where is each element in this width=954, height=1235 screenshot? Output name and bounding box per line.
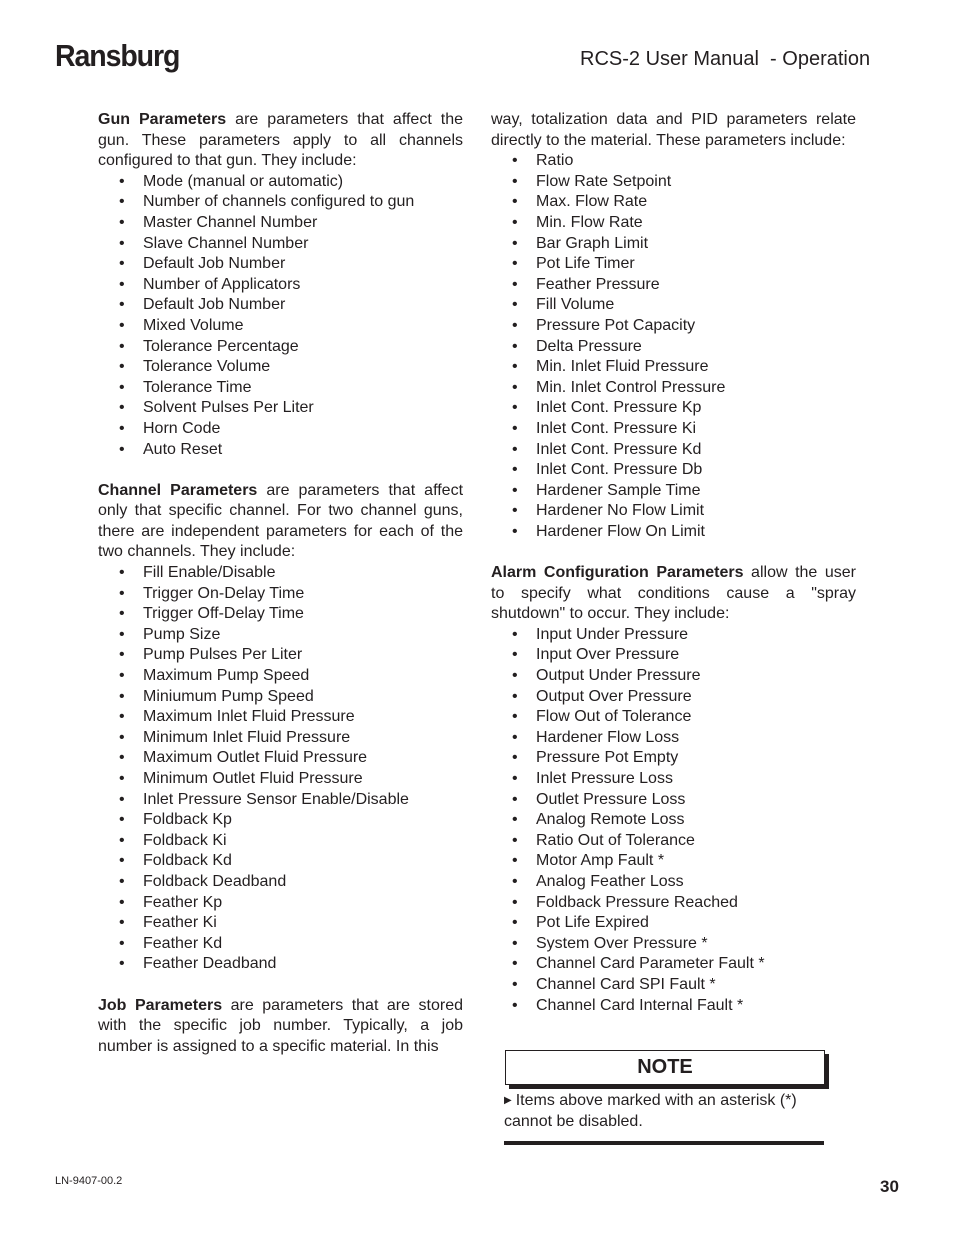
list-item: • Ratio: [491, 151, 856, 172]
alarm-parameters-text: allow the user to specify what conditions cause a "spray shutdown" to occur. They include:: [491, 564, 856, 623]
list-item: • Fill Volume: [491, 295, 856, 316]
channel-parameters-intro: [98, 481, 463, 563]
list-item: • Delta Pressure: [491, 337, 856, 358]
list-item: • Min. Inlet Fluid Pressure: [491, 357, 856, 378]
list-item: • Fill Enable/Disable: [98, 563, 463, 584]
list-item: • Miniumum Pump Speed: [98, 687, 463, 708]
list-item: • Flow Rate Setpoint: [491, 172, 856, 193]
list-item: • Tolerance Volume: [98, 357, 463, 378]
list-item: • Maximum Inlet Fluid Pressure: [98, 707, 463, 728]
list-item: • Channel Card Internal Fault *: [491, 996, 856, 1017]
list-item: • Outlet Pressure Loss: [491, 790, 856, 811]
list-item: • Inlet Pressure Sensor Enable/Disable: [98, 790, 463, 811]
list-item: • Pot Life Timer: [491, 254, 856, 275]
list-item: • Inlet Cont. Pressure Db: [491, 460, 856, 481]
job-parameters-intro: [98, 996, 463, 1058]
list-item: • Mixed Volume: [98, 316, 463, 337]
list-item: • Trigger Off-Delay Time: [98, 604, 463, 625]
list-item: • Min. Flow Rate: [491, 213, 856, 234]
gun-parameters-text: are parameters that affect the gun. These parameters apply to all channels configured to that gun. They include:: [98, 111, 464, 170]
list-item: • Foldback Ki: [98, 831, 463, 852]
list-item: • Ratio Out of Tolerance: [491, 831, 856, 852]
document-number: LN-9407-00.2: [55, 1175, 123, 1187]
list-item: • Pot Life Expired: [491, 913, 856, 934]
note-title-box: NOTE: [505, 1050, 825, 1085]
list-item: • Min. Inlet Control Pressure: [491, 378, 856, 399]
list-item: • Solvent Pulses Per Liter: [98, 398, 463, 419]
list-item: • Bar Graph Limit: [491, 234, 856, 255]
left-column: [98, 110, 463, 1057]
list-item: • Pressure Pot Empty: [491, 748, 856, 769]
list-item: • Motor Amp Fault *: [491, 851, 856, 872]
page-number: 30: [880, 1177, 899, 1196]
channel-parameters-text: are parameters that affect only that specific channel. For two channel guns, there are independent parameters for each of the two channels. They include:: [98, 481, 464, 561]
note-text: Items above marked with an asterisk (*) cannot be disabled.: [504, 1092, 797, 1130]
list-item: • Default Job Number: [98, 254, 463, 275]
list-item: • Slave Channel Number: [98, 234, 463, 255]
channel-parameters-list: [98, 563, 463, 975]
list-item: • Hardener Flow On Limit: [491, 522, 856, 543]
alarm-parameters-list: [491, 625, 856, 1016]
list-item: • Number of channels configured to gun: [98, 192, 463, 213]
list-item: • Feather Ki: [98, 913, 463, 934]
page-header-title: RCS-2 User Manual - Operation: [580, 48, 871, 70]
list-item: • Input Over Pressure: [491, 645, 856, 666]
list-item: • Maximum Outlet Fluid Pressure: [98, 748, 463, 769]
list-item: • Analog Remote Loss: [491, 810, 856, 831]
list-item: • Minimum Outlet Fluid Pressure: [98, 769, 463, 790]
job-parameters-heading: Job Parameters: [98, 996, 223, 1014]
list-item: • Feather Kd: [98, 934, 463, 955]
list-item: • Pump Pulses Per Liter: [98, 645, 463, 666]
list-item: • Default Job Number: [98, 295, 463, 316]
list-item: • Minimum Inlet Fluid Pressure: [98, 728, 463, 749]
list-item: • Tolerance Time: [98, 378, 463, 399]
list-item: • Max. Flow Rate: [491, 192, 856, 213]
list-item: • Hardener Flow Loss: [491, 728, 856, 749]
list-item: • Feather Kp: [98, 893, 463, 914]
job-parameters-continued: way, totalization data and PID parameters relate directly to the material. These parameters include:: [491, 111, 856, 149]
list-item: • Foldback Deadband: [98, 872, 463, 893]
gun-parameters-list: [98, 172, 463, 460]
list-item: • Foldback Kd: [98, 851, 463, 872]
note-body: [504, 1091, 834, 1132]
channel-parameters-heading: Channel Parameters: [98, 481, 258, 499]
list-item: • Foldback Kp: [98, 810, 463, 831]
gun-parameters-intro: [98, 110, 463, 172]
list-item: • Feather Pressure: [491, 275, 856, 296]
list-item: • Channel Card SPI Fault *: [491, 975, 856, 996]
list-item: • Horn Code: [98, 419, 463, 440]
list-item: • Input Under Pressure: [491, 625, 856, 646]
list-item: • Auto Reset: [98, 440, 463, 461]
list-item: • Channel Card Parameter Fault *: [491, 954, 856, 975]
list-item: • Analog Feather Loss: [491, 872, 856, 893]
list-item: • System Over Pressure *: [491, 934, 856, 955]
list-item: • Feather Deadband: [98, 954, 463, 975]
job-parameters-list: [491, 151, 856, 542]
alarm-parameters-heading: Alarm Configuration Parameters: [491, 564, 744, 582]
gun-parameters-heading: Gun Parameters: [98, 111, 227, 128]
list-item: • Number of Applicators: [98, 275, 463, 296]
list-item: • Maximum Pump Speed: [98, 666, 463, 687]
list-item: • Inlet Pressure Loss: [491, 769, 856, 790]
alarm-parameters-intro: [491, 563, 856, 625]
list-item: • Inlet Cont. Pressure Kd: [491, 440, 856, 461]
list-item: • Tolerance Percentage: [98, 337, 463, 358]
right-column: [491, 110, 856, 1016]
list-item: • Foldback Pressure Reached: [491, 893, 856, 914]
list-item: • Output Under Pressure: [491, 666, 856, 687]
list-item: • Pump Size: [98, 625, 463, 646]
list-item: • Hardener No Flow Limit: [491, 501, 856, 522]
job-parameters-text: are parameters that are stored with the specific job number. Typically, a job number is assigned to a specific material. In this: [98, 996, 463, 1055]
list-item: • Master Channel Number: [98, 213, 463, 234]
list-item: • Pressure Pot Capacity: [491, 316, 856, 337]
list-item: • Mode (manual or automatic): [98, 172, 463, 193]
list-item: • Flow Out of Tolerance: [491, 707, 856, 728]
triangle-right-icon: ▶: [504, 1095, 512, 1106]
list-item: • Hardener Sample Time: [491, 481, 856, 502]
brand-logo: Ransburg: [55, 38, 180, 73]
list-item: • Inlet Cont. Pressure Ki: [491, 419, 856, 440]
list-item: • Output Over Pressure: [491, 687, 856, 708]
list-item: • Inlet Cont. Pressure Kp: [491, 398, 856, 419]
note-divider: [504, 1141, 824, 1145]
list-item: • Trigger On-Delay Time: [98, 584, 463, 605]
